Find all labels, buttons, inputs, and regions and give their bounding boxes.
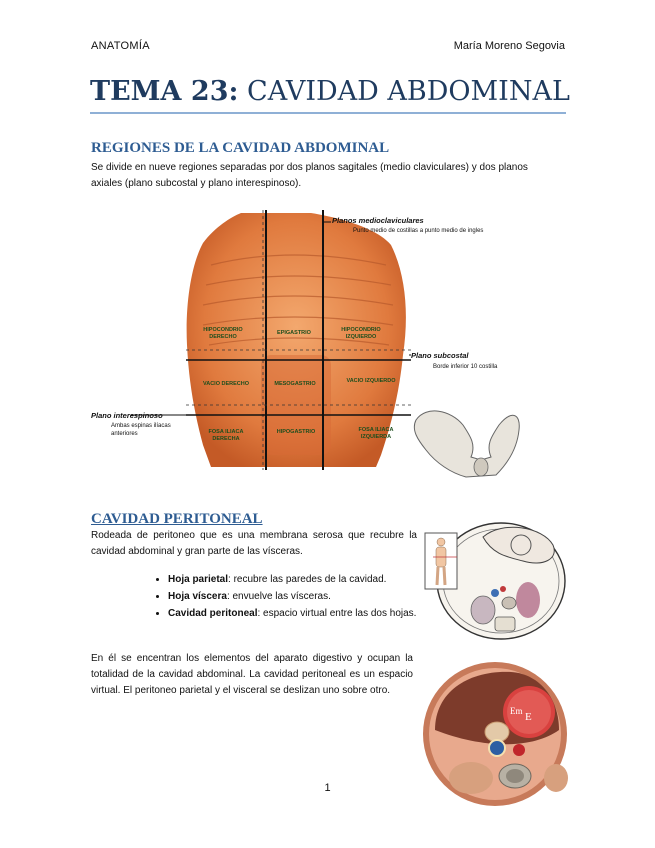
bullet-term: Hoja parietal [168, 574, 229, 585]
region-label-hipocondrio-izq: HIPOCONDRIO [341, 327, 381, 333]
page-number: 1 [324, 782, 331, 794]
title-text: CAVIDAD ABDOMINAL [238, 76, 570, 107]
region-label-hipogastrio: HIPOGASTRIO [276, 429, 316, 435]
list-item [168, 571, 434, 588]
ct-label-e: E [525, 711, 532, 723]
title-divider [90, 112, 566, 114]
label-plano-interespinoso: Plano interespinoso [91, 411, 163, 420]
region-label-hipocondrio-izq-2: IZQUIERDO [345, 334, 377, 340]
region-label-epigastrio: EPIGASTRIO [277, 330, 311, 336]
region-label-vacio-der: VACIO DERECHO [202, 381, 250, 387]
peritoneum-bullets [150, 571, 434, 622]
region-label-fosa-izq-2: IZQUIERDA [360, 434, 392, 440]
region-label-mesogastrio: MESOGASTRIO [274, 381, 316, 387]
label-plano-subcostal-sub: Borde inferior 10 costilla [433, 364, 498, 370]
abdominal-regions-figure [91, 205, 521, 483]
region-label-fosa-izq: FOSA ILIACA [358, 427, 394, 433]
bullet-desc: : envuelve las vísceras. [226, 591, 331, 602]
region-label-hipocondrio-der: HIPOCONDRIO [203, 327, 243, 333]
label-plano-subcostal: Plano subcostal [411, 351, 469, 360]
bullet-term: Cavidad peritoneal [168, 608, 258, 619]
label-plano-interespinoso-sub1: Ambas espinas ilíacas [111, 423, 171, 429]
ct-label-em: Em [510, 706, 523, 716]
region-label-fosa-der: FOSA ILIACA [208, 429, 244, 435]
list-item [168, 588, 434, 605]
region-label-hipocondrio-der-2: DERECHO [209, 334, 237, 340]
label-planos-medioclaviculares-sub: Punto medio de costillas a punto medio de ingles [353, 228, 484, 234]
section-peritoneal-intro: Rodeada de peritoneo que es una membrana serosa que recubre la cavidad abdominal y gran parte de las vísceras. [91, 530, 417, 557]
label-plano-interespinoso-sub2: anteriores [111, 431, 138, 437]
bullet-desc: : recubre las paredes de la cavidad. [228, 574, 387, 585]
region-label-vacio-izq: VACIO IZQUIERDO [346, 378, 396, 384]
label-planos-medioclaviculares: Planos medioclaviculares [332, 216, 424, 225]
section-peritoneal-text: En él se encentran los elementos del aparato digestivo y ocupan la totalidad de la cavidad abdominal. La cavidad peritoneal es un espacio virtual. El peritoneo parietal y el visceral se deslizan uno sobre otro. [91, 653, 413, 696]
peritoneum-cross-section-figure [423, 515, 567, 645]
list-item [168, 605, 434, 622]
section-heading-peritoneal: CAVIDAD PERITONEAL [91, 511, 263, 527]
title-number: TEMA 23: [90, 76, 239, 107]
bullet-desc: : espacio virtual entre las dos hojas. [257, 608, 417, 619]
header-author: María Moreno Segovia [453, 40, 565, 52]
header-subject: ANATOMÍA [91, 40, 150, 52]
section-heading-regiones: REGIONES DE LA CAVIDAD ABDOMINAL [91, 140, 390, 156]
section-regiones-text: Se divide en nueve regiones separadas por dos planos sagitales (medio claviculares) y dos planos axiales (plano subcostal y plano interespinoso). [91, 162, 528, 189]
bullet-term: Hoja víscera [168, 591, 227, 602]
region-label-fosa-der-2: DERECHA [212, 436, 240, 442]
page-title [90, 76, 570, 107]
